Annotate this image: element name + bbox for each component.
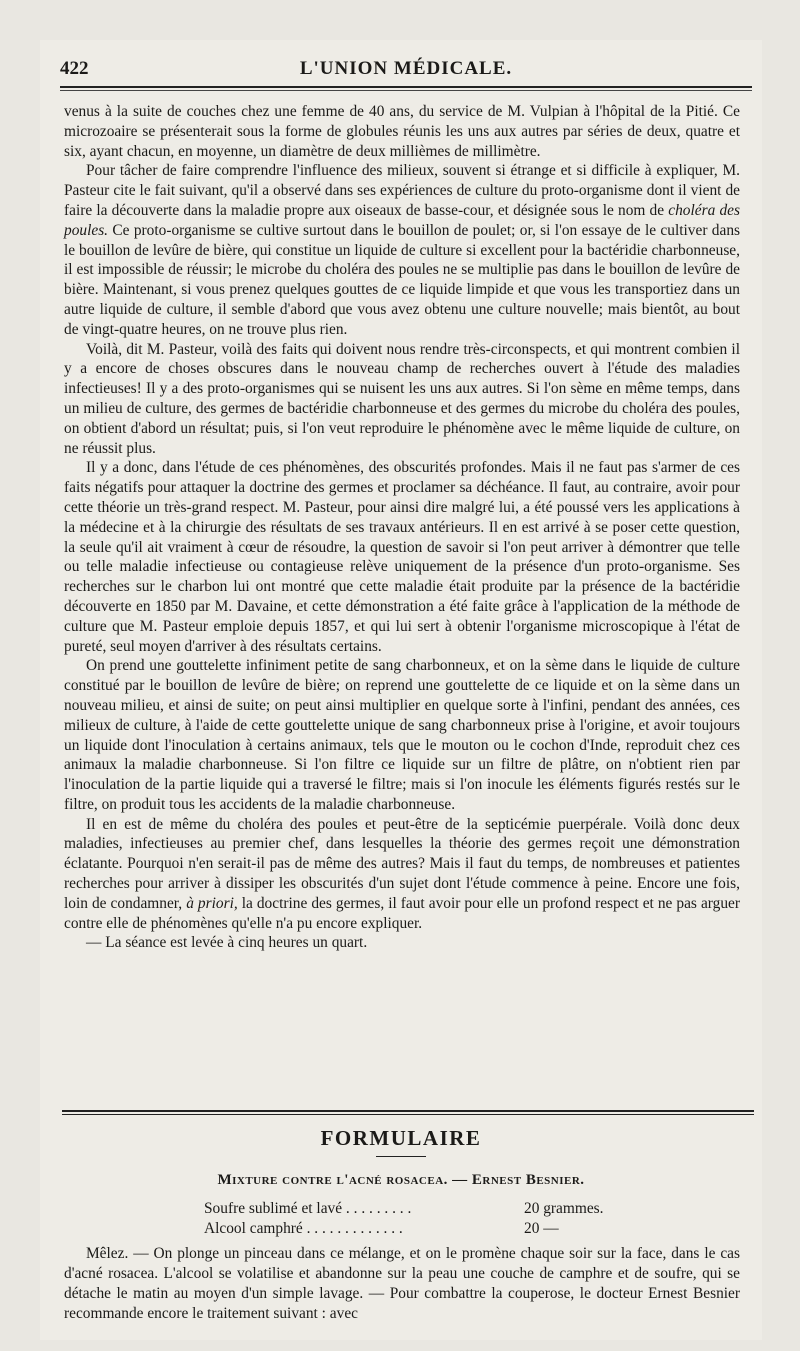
paragraph-6 [64, 815, 740, 934]
running-title: L'UNION MÉDICALE. [299, 58, 513, 79]
formulaire-subtitle: Mixture contre l'acné rosacea. — Ernest Besnier. [217, 1172, 585, 1188]
paragraph-1: venus à la suite de couches chez une femme de 40 ans, du service de M. Vulpian à l'hôpital de la Pitié. Ce microzoaire se présenterait sous la forme de globules réunis les uns aux autres par séries de deux, quatre et six, ayant chacun, en moyenne, un diamètre de deux millièmes de millimètre. [64, 103, 740, 160]
paragraph-6-head: Il en est de même du choléra des poules et peut-être de la septicémie puerpérale. Voilà donc deux maladies, infectieuses au premier chef, dans lesquelles la théorie des germes reçoit une démonstration éclatante. Pourquoi n'en serait-il pas de même des autres? Mais il faut du temps, de nombreuses et patientes recherches pour arriver à dissiper les obscurités d'un sujet dont l'étude commence à peine. Encore une fois, loin de condamner, [64, 815, 740, 912]
paragraph-2-italic: choléra des poules. [64, 201, 740, 239]
paragraph-4: Il y a donc, dans l'étude de ces phénomènes, des obscurités profondes. Mais il ne faut pas s'armer de ces faits négatifs pour attaquer la doctrine des germes et proclamer sa déchéance. Il faut, au contraire, avoir pour cette théorie un très-grand respect. M. Pasteur, pour ainsi dire malgré lui, a été poussé vers les applications à la médecine et à la chirurgie des résultats de ses travaux antérieurs. Il en est arrivé à se poser cette question, la seule qu'il ait vraiment à cœur de résoudre, la question de savoir si l'on peut arriver à démontrer que telle ou telle maladie infectieuse ou contagieuse relève uniquement de la présence d'un proto-organisme. Ses recherches sur le charbon lui ont montré que cette maladie était produite par la présence de la bactéridie découverte en 1850 par M. Davaine, et cette démonstration a été faite grâce à l'application de la méthode de culture que M. Pasteur emploie depuis 1857, et qui lui sert à obtenir l'organisme microscopique à l'état de pureté, seul moyen d'arriver à des résultats certains. [64, 459, 740, 655]
ingredient-name: Alcool camphré . . . . . . . . . . . . . [204, 1220, 403, 1237]
paragraph-6-italic: à priori, [186, 894, 238, 912]
paragraph-2-head: Pour tâcher de faire comprendre l'influence des milieux, souvent si étrange et si difficile à expliquer, M. Pasteur cite le fait suivant, qu'il a observé dans ses expériences de culture du proto-organisme dont il vient de faire la découverte dans la maladie propre aux oiseaux de basse-cour, et désignée sous le nom de [64, 162, 740, 219]
ingredient-qty: 20 grammes. [524, 1200, 604, 1217]
paragraph-5: On prend une gouttelette infiniment petite de sang charbonneux, et on la sème dans le liquide de culture constitué par le bouillon de levûre de bière; on reprend une gouttelette de ce liquide et on la sème dans un nouveau milieu, et ainsi de suite; on peut ainsi multiplier en quelque sorte à l'infini, pendant des années, ces milieux de culture, à l'aide de cette gouttelette unique de sang charbonneux prise à l'origine, et avoir toujours un liquide dont l'inoculation à certains animaux, tels que le mouton ou le cochon d'Inde, reproduit chez ces animaux la maladie charbonneuse. Si l'on filtre ce liquide sur un filtre de plâtre, on n'obtient rien par l'inoculation de la partie liquide qui a traversé le filtre; mais si l'on inocule les éléments figurés restés sur le filtre, on produit tous les accidents de la maladie charbonneuse. [64, 657, 740, 813]
paragraph-6-tail: la doctrine des germes, il faut avoir pour elle un profond respect et ne pas arguer contre elle de phénomènes qu'elle n'a pu encore expliquer. [64, 894, 740, 932]
ingredient-name: Soufre sublimé et lavé . . . . . . . . . [204, 1200, 412, 1217]
closing-line: — La séance est levée à cinq heures un quart. [86, 934, 368, 952]
section-double-rule [62, 1110, 754, 1115]
paragraph-2 [64, 161, 740, 339]
formulaire-title: FORMULAIRE [320, 1126, 482, 1150]
title-short-rule [376, 1156, 426, 1157]
instructions-paragraph: Mêlez. — On plonge un pinceau dans ce mélange, et on le promène chaque soir sur la face, dans le cas d'acné rosacea. L'alcool se volatilise et abandonne sur la peau une couche de camphre et de soufre, qui se détache le matin au moyen d'un simple lavage. — Pour combattre la couperose, le docteur Ernest Besnier recommande encore le traitement suivant : avec [64, 1245, 740, 1322]
ingredient-qty: 20 — [524, 1220, 559, 1237]
formulaire-instructions [64, 1244, 740, 1324]
page [40, 40, 762, 1340]
page-number: 422 [60, 58, 89, 79]
header-rule [60, 86, 752, 88]
header-rule-thin [60, 90, 752, 91]
page-header [60, 58, 752, 88]
article-body [64, 102, 740, 953]
paragraph-2-tail: Ce proto-organisme se cultive surtout dans le bouillon de poulet; or, si l'on essaye de le cultiver dans le bouillon de levûre de bière, qui constitue un liquide de culture si excellent pour la bactéridie charbonneuse, il est impossible de réussir; le microbe du choléra des poules ne se multiplie pas dans le bouillon de levûre de bière. Maintenant, si vous prenez quelques gouttes de ce liquide limpide et que vous les transportiez dans un autre liquide de culture, il semble d'abord que vous avez obtenu une culture nouvelle; mais bientôt, au bout de vingt-quatre heures, on ne trouve plus rien. [64, 221, 740, 338]
paragraph-3: Voilà, dit M. Pasteur, voilà des faits qui doivent nous rendre très-circonspects, et qui montrent combien il y a encore de choses obscures dans le nouveau champ de recherches ouvert à l'étude des maladies infectieuses! Il y a des proto-organismes qui se nuisent les uns aux autres. Si l'on sème en même temps, dans un milieu de culture, des germes de bactéridie charbonneuse et des germes du microbe du choléra des poules, on obtient d'abord un résultat; puis, si l'on veut reproduire le phénomène avec le même liquide de culture, on ne réussit plus. [64, 340, 740, 457]
